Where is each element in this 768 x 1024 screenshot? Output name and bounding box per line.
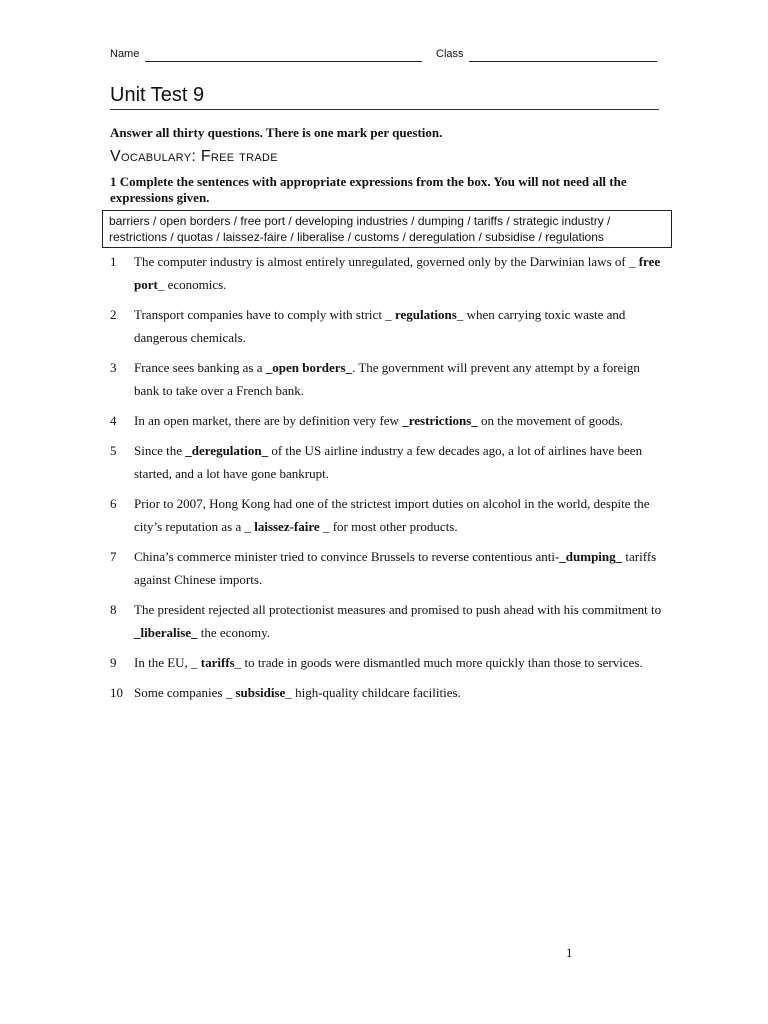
question-text: China’s commerce minister tried to convince Brussels to reverse contentious anti-	[134, 549, 560, 564]
question-text: The president rejected all protectionist measures and promised to push ahead with his commitment to	[134, 602, 662, 617]
question-text: _ high-quality childcare facilities.	[285, 685, 461, 700]
class-label: Class	[436, 48, 464, 60]
question-text: on the movement of goods.	[477, 413, 623, 428]
question-answer: _liberalise_	[134, 625, 198, 640]
question-number: 8	[110, 602, 117, 617]
task-instruction: 1 Complete the sentences with appropriate expressions from the box. You will not need all the expressions given.	[110, 174, 627, 205]
question-number: 2	[110, 307, 117, 322]
question-answer: regulations	[394, 307, 457, 322]
question-number: 6	[110, 496, 117, 511]
question-number: 9	[110, 655, 117, 670]
question-item	[110, 439, 662, 485]
question-answer: laissez-faire	[254, 519, 320, 534]
question-number: 1	[110, 254, 117, 269]
page-number: 1	[566, 945, 573, 960]
name-blank-line	[145, 61, 422, 62]
question-number: 4	[110, 413, 117, 428]
question-number: 7	[110, 549, 117, 564]
question-text: _ economics.	[157, 277, 227, 292]
question-answer: _restrictions_	[402, 413, 478, 428]
question-answer: tariffs	[200, 655, 235, 670]
class-blank-line	[469, 61, 657, 62]
question-item	[110, 409, 662, 432]
question-item	[110, 250, 662, 296]
question-item	[110, 492, 662, 538]
question-text: _ when carrying toxic waste and dangerous chemicals.	[134, 307, 626, 345]
question-text: In the EU, _	[134, 655, 201, 670]
question-answer: _dumping_	[559, 549, 623, 564]
question-text: . The government will prevent any attempt by a foreign bank to take over a French bank.	[134, 360, 640, 398]
question-text: In an open market, there are by definition very few	[134, 413, 403, 428]
question-text: France sees banking as a	[134, 360, 266, 375]
question-item	[110, 303, 662, 349]
question-text: tariffs against Chinese imports.	[134, 549, 657, 587]
question-answer: subsidise	[235, 685, 286, 700]
word-box: barriers / open borders / free port / developing industries / dumping / tariffs / strategic industry / restrictions / quotas / laissez-faire / liberalise / customs / deregulation / subsidise / regulations	[102, 210, 672, 248]
question-text: _ for most other products.	[319, 519, 458, 534]
question-text: _ to trade in goods were dismantled much more quickly than those to services.	[234, 655, 643, 670]
question-item	[110, 356, 662, 402]
question-number: 10	[110, 685, 123, 700]
question-text: Since the	[134, 443, 186, 458]
question-number: 5	[110, 443, 117, 458]
name-class-row	[110, 48, 658, 66]
question-answer: _open borders_	[265, 360, 353, 375]
question-text: of the US airline industry a few decades ago, a lot of airlines have been started, and a lot have gone bankrupt.	[134, 443, 643, 481]
question-list	[110, 250, 662, 711]
question-text: Transport companies have to comply with strict _	[134, 307, 395, 322]
question-text: the economy.	[197, 625, 270, 640]
question-text: Some companies _	[134, 685, 236, 700]
section-heading: Vocabulary: Free trade	[110, 148, 278, 165]
question-text: The computer industry is almost entirely unregulated, governed only by the Darwinian laws of _	[134, 254, 636, 269]
question-item	[110, 651, 662, 674]
question-answer: _deregulation_	[185, 443, 269, 458]
question-item	[110, 545, 662, 591]
name-label: Name	[110, 48, 140, 60]
title-divider	[110, 109, 659, 110]
question-item	[110, 681, 662, 704]
question-answer: free port	[134, 254, 661, 292]
question-number: 3	[110, 360, 117, 375]
question-item	[110, 598, 662, 644]
instructions: Answer all thirty questions. There is one mark per question.	[110, 125, 443, 140]
page-title: Unit Test 9	[110, 84, 205, 106]
question-text: Prior to 2007, Hong Kong had one of the strictest import duties on alcohol in the world, despite the city’s reputation as a _	[134, 496, 650, 534]
